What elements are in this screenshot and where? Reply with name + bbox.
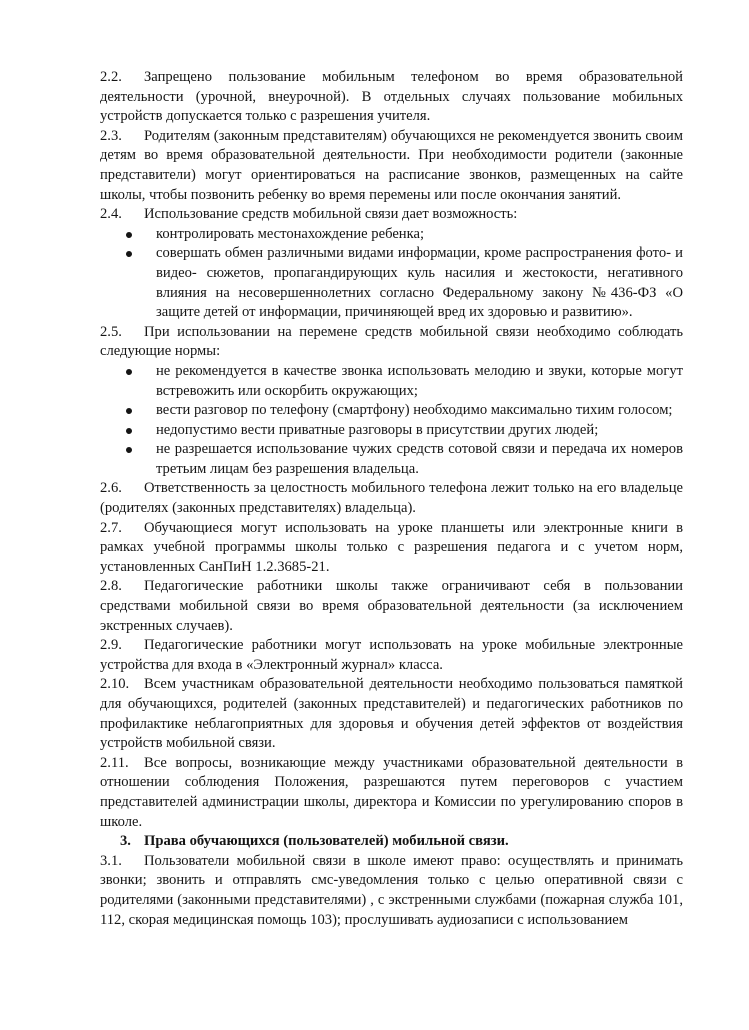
paragraph-text: Педагогические работники школы также ограничивают себя в пользовании средствами мобильной связи во время образовательной деятельности (за исключением экстренных случаев). [100, 578, 683, 634]
paragraph-2-11 [100, 754, 683, 832]
paragraph-2-3 [100, 127, 683, 205]
paragraph-number: 2.6. [100, 480, 122, 497]
paragraph-text: Использование средств мобильной связи дает возможность: [144, 206, 518, 223]
paragraph-number: 2.11. [100, 754, 129, 771]
list-item-text: недопустимо вести приватные разговоры в присутствии других людей; [156, 421, 599, 438]
bullet-icon [126, 447, 132, 453]
paragraph-number: 2.9. [100, 637, 122, 654]
list-item [156, 421, 683, 441]
paragraph-number: 2.10. [100, 676, 130, 693]
bullet-list-2-5 [100, 362, 683, 480]
paragraph-number: 2.7. [100, 519, 122, 536]
paragraph-number: 2.5. [100, 323, 122, 340]
list-item-text: вести разговор по телефону (смартфону) необходимо максимально тихим голосом; [156, 402, 673, 419]
paragraph-number: 3.1. [100, 852, 122, 869]
list-item [156, 225, 683, 245]
paragraph-text: Педагогические работники могут использовать на уроке мобильные электронные устройства для входа в «Электронный журнал» класса. [100, 637, 683, 673]
paragraph-text: Все вопросы, возникающие между участниками образовательной деятельности в отношении соблюдения Положения, разрешаются путем переговоров с участием представителей администрации школы, директора и Комиссии по урегулированию споров в школе. [100, 754, 683, 830]
paragraph-2-8 [100, 577, 683, 636]
bullet-icon [126, 428, 132, 434]
paragraph-3-1 [100, 852, 683, 930]
list-item-text: не разрешается использование чужих средств сотовой связи и передача их номеров третьим лицам без разрешения владельца. [156, 441, 683, 477]
bullet-list-2-4 [100, 225, 683, 323]
paragraph-number: 2.4. [100, 206, 122, 223]
paragraph-text: Родителям (законным представителям) обучающихся не рекомендуется звонить своим детям во время образовательной деятельности. При необходимости родители (законные представители) могут ориентироваться на расписание звонков, размещенных на сайте школы, чтобы позвонить ребенку во время перемены или после окончания занятий. [100, 127, 683, 203]
paragraph-number: 2.3. [100, 127, 122, 144]
paragraph-text: Запрещено пользование мобильным телефоном во время образовательной деятельности (урочной, внеурочной). В отдельных случаях пользование мобильных устройств допускается только с разрешения учителя. [100, 69, 683, 125]
list-item [156, 362, 683, 401]
section-number: 3. [120, 833, 131, 850]
paragraph-2-2 [100, 68, 683, 127]
section-title: Права обучающихся (пользователей) мобильной связи. [144, 833, 509, 850]
section-heading-3 [100, 832, 683, 852]
list-item-text: не рекомендуется в качестве звонка использовать мелодию и звуки, которые могут встревожить или оскорбить окружающих; [156, 362, 683, 399]
bullet-icon [126, 251, 132, 257]
paragraph-2-6 [100, 479, 683, 518]
paragraph-text: Всем участникам образовательной деятельности необходимо пользоваться памяткой для обучающихся, родителей (законных представителей) и педагогических работников по профилактике неблагоприятных для здоровья и обучения детей эффектов от воздействия устройств мобильной связи. [100, 676, 683, 752]
list-item-text: совершать обмен различными видами информации, кроме распространения фото- и видео- сюжетов, пропагандирующих куль насилия и жестокости, негативного влияния на несовершеннолетних согласно Федеральному закону №436-ФЗ «О защите детей от информации, причиняющей вред их здоровью и развитию». [156, 245, 683, 321]
paragraph-number: 2.8. [100, 578, 122, 595]
paragraph-text: Пользователи мобильной связи в школе имеют право: осуществлять и принимать звонки; звонить и отправлять смс-уведомления только с целью оперативной связи с родителями (законными представителями) , с экстренными службами (пожарная служба 101, 112, скорая медицинская помощь 103); прослушивать аудиозаписи с использованием [100, 852, 683, 928]
paragraph-2-4 [100, 205, 683, 225]
paragraph-text: Ответственность за целостность мобильного телефона лежит только на его владельце (родителях (законных представителях) владельца). [100, 480, 683, 517]
list-item [156, 244, 683, 322]
paragraph-2-5 [100, 323, 683, 362]
list-item [156, 440, 683, 479]
paragraph-number: 2.2. [100, 69, 122, 85]
paragraph-text: При использовании на перемене средств мобильной связи необходимо соблюдать следующие нормы: [100, 323, 683, 360]
bullet-icon [126, 369, 132, 375]
paragraph-2-7 [100, 519, 683, 578]
list-item [156, 401, 683, 421]
paragraph-2-10 [100, 675, 683, 753]
paragraph-text: Обучающиеся могут использовать на уроке планшеты или электронные книги в рамках учебной программы школы только с разрешения педагога и с учетом норм, установленных СанПиН 1.2.3685-21. [100, 519, 683, 575]
list-item-text: контролировать местонахождение ребенка; [156, 225, 425, 242]
bullet-icon [126, 408, 132, 414]
bullet-icon [126, 232, 132, 238]
paragraph-2-9 [100, 636, 683, 675]
